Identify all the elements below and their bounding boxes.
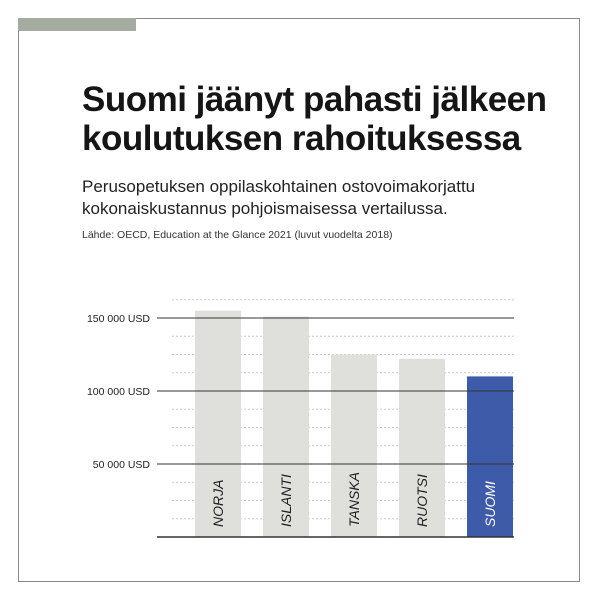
category-label: SUOMI: [482, 481, 498, 527]
chart-subtitle-line: kokonaiskustannus pohjoismaisessa vertailussa.: [82, 199, 448, 218]
chart-source: Lähde: OECD, Education at the Glance 2021 (luvut vuodelta 2018): [82, 229, 393, 241]
y-tick-label: 100 000 USD: [86, 386, 150, 398]
chart-title-line: Suomi jäänyt pahasti jälkeen: [82, 80, 547, 119]
category-label: RUOTSI: [414, 474, 430, 527]
category-label: TANSKA: [346, 472, 362, 527]
category-label: ISLANTI: [278, 474, 294, 527]
y-tick-label: 150 000 USD: [86, 313, 150, 325]
chart-title-line: koulutuksen rahoituksessa: [82, 119, 521, 158]
category-label: NORJA: [210, 479, 226, 527]
y-tick-label: 50 000 USD: [92, 459, 150, 471]
chart-subtitle-line: Perusopetuksen oppilaskohtainen ostovoimakorjattu: [82, 177, 476, 196]
